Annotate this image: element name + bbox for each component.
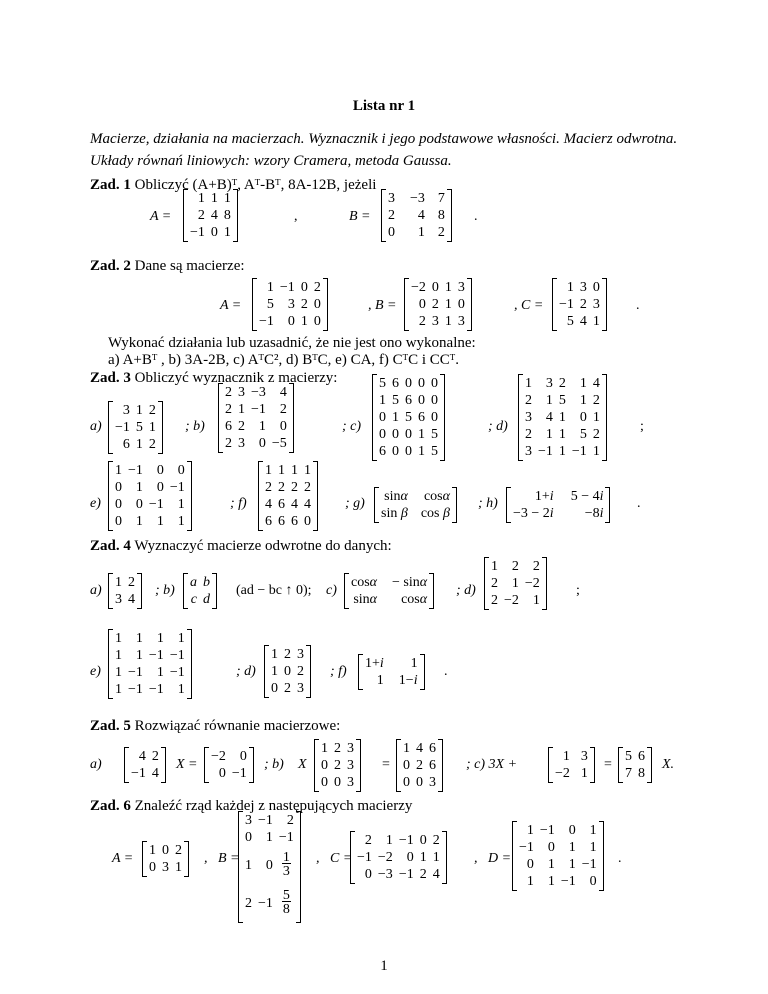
- zad6-header: Zad. 6 Znaleźć rząd każdej z następujących macierzy: [90, 798, 413, 814]
- label-A: A =: [150, 209, 172, 224]
- inv-b-condition: (ad − bc ↑ 0);: [236, 583, 312, 598]
- det-h: 1+i 5 − 4i −3 − 2i −8i: [506, 488, 610, 522]
- eq5b-left: 1 2 3 0 2 3 0 0 3: [314, 740, 361, 791]
- label-B: B =: [349, 209, 371, 224]
- matrix-A1: 1 1 1 2 4 8 −1 0 1: [183, 190, 238, 241]
- det-b: 2 3 −3 4 2 1 −1 2 6 2 1 0 2 3 0 −5: [218, 384, 294, 452]
- zad3-header: Zad. 3 Obliczyć wyznacznik z macierzy:: [90, 370, 338, 386]
- inv-d2: 1 2 3 1 0 2 0 2 3: [264, 646, 311, 697]
- eq5a-left: 4 2 −1 4: [124, 748, 166, 782]
- matrix-C2: 1 3 0 −1 2 3 5 4 1: [552, 279, 607, 330]
- det-g: sinα cosα sin β cos β: [374, 488, 457, 522]
- zad2-header: Zad. 2 Dane są macierze:: [90, 258, 245, 274]
- matrix-A2: 1 −1 0 2 5 3 2 0 −1 0 1 0: [252, 279, 328, 330]
- inv-a: 1 2 3 4: [108, 574, 142, 608]
- inv-c: cosα − sinα sinα cosα: [344, 574, 434, 608]
- zad2-task: Wykonać działania lub uzasadnić, że nie jest ono wykonalne:: [108, 335, 476, 351]
- det-d: 1 3 2 1 4 2 1 5 1 2 3 4 1 0 1 2 1 1 5 2 3 −1 1 −1 1: [518, 375, 607, 460]
- eq5c-left: 1 3 −2 1: [548, 748, 595, 782]
- inv-f: 1+i 1 1 1−i: [358, 655, 425, 689]
- rank-D: 1 −1 0 1 −1 0 1 1 0 1 1 −1 1 1 −1 0: [512, 822, 604, 890]
- comma: ,: [294, 209, 298, 224]
- zad4-header: Zad. 4 Wyznaczyć macierze odwrotne do danych:: [90, 538, 392, 554]
- eq5c-right: 5 6 7 8: [618, 748, 652, 782]
- det-e: 1 −1 0 0 0 1 0 −1 0 0 −1 1 0 1 1 1: [108, 462, 192, 530]
- rank-C: 2 1 −1 0 2 −1 −2 0 1 1 0 −3 −1 2 4: [350, 832, 447, 883]
- page-title: Lista nr 1: [352, 98, 416, 114]
- inv-d: 1 2 2 2 1 −2 2 −2 1: [484, 558, 547, 609]
- zad2-items: a) A+Bᵀ , b) 3A-2B, c) AᵀC², d) BᵀC, e) CA, f) CᵀC i CCᵀ.: [108, 352, 459, 368]
- eq5a-right: −2 0 0 −1: [204, 748, 254, 782]
- intro-text: Macierze, działania na macierzach. Wyznacznik i jego podstawowe własności. Macierz odwrotna. Układy równań liniowych: wzory Cramera, metoda Gaussa.: [90, 131, 678, 169]
- eq5b-right: 1 4 6 0 2 6 0 0 3: [396, 740, 443, 791]
- matrix-B2: −2 0 1 3 0 2 1 0 2 3 1 3: [404, 279, 472, 330]
- inv-b: a b c d: [183, 574, 217, 608]
- matrix-B1: 3 −3 7 2 4 8 0 1 2: [381, 190, 452, 241]
- rank-A: 1 0 2 0 3 1: [142, 842, 189, 876]
- rank-B: 3 −1 2 0 1 −1 1 0 1 3 2 −1 5 8: [238, 812, 301, 922]
- det-c: 5 6 0 0 0 1 5 6 0 0 0 1 5 6 0 0 0 0 1 5 6 0 0 1 5: [372, 375, 445, 460]
- inv-e: 1 1 1 1 1 1 −1 −1 1 −1 1 −1 1 −1 −1 1: [108, 630, 192, 698]
- zad5-header: Zad. 5 Rozwiązać równanie macierzowe:: [90, 718, 341, 734]
- zad1-header: Zad. 1 Obliczyć (A+B)ᵀ, Aᵀ-Bᵀ, 8A-12B, jeżeli: [90, 177, 377, 193]
- det-f: 1 1 1 1 2 2 2 2 4 6 4 4 6 6 6 0: [258, 462, 318, 530]
- page-number: 1: [380, 958, 388, 974]
- det-a: 3 1 2 −1 5 1 6 1 2: [108, 402, 163, 453]
